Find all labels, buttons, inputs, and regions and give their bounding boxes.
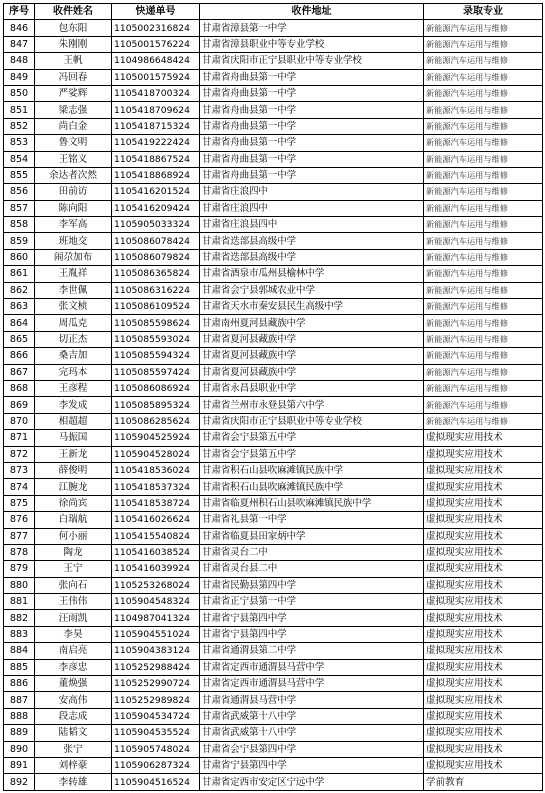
header-tracking-number: 快递单号: [112, 4, 200, 20]
cell-serial: 882: [4, 610, 35, 626]
cell-serial: 872: [4, 446, 35, 462]
cell-major: 新能源汽车运用与维修: [424, 348, 543, 364]
cell-recipient-name: 安高伟: [35, 692, 112, 708]
cell-major: 虚拟现实应用技术: [424, 462, 543, 478]
table-row: [4, 610, 543, 626]
cell-recipient-name: 陈向阳: [35, 200, 112, 216]
table-row: [4, 135, 543, 151]
cell-major: 新能源汽车运用与维修: [424, 184, 543, 200]
cell-tracking-number: 1105905748024: [112, 741, 200, 757]
cell-address: 甘肃省漳县第一中学: [200, 20, 424, 36]
table-row: [4, 692, 543, 708]
cell-serial: 877: [4, 528, 35, 544]
table-row: [4, 413, 543, 429]
cell-tracking-number: 1105416026624: [112, 512, 200, 528]
cell-major: 新能源汽车运用与维修: [424, 266, 543, 282]
table-row: [4, 479, 543, 495]
cell-tracking-number: 1105416201524: [112, 184, 200, 200]
cell-tracking-number: 1105418536024: [112, 462, 200, 478]
table-row: [4, 446, 543, 462]
table-row: [4, 397, 543, 413]
cell-address: 甘肃省武威第十八中学: [200, 725, 424, 741]
cell-tracking-number: 1105416038524: [112, 544, 200, 560]
cell-major: 新能源汽车运用与维修: [424, 413, 543, 429]
cell-address: 甘肃省迭部县高级中学: [200, 249, 424, 265]
cell-major: 虚拟现实应用技术: [424, 741, 543, 757]
cell-address: 甘肃省民勤县第四中学: [200, 577, 424, 593]
table-row: [4, 643, 543, 659]
cell-major: 新能源汽车运用与维修: [424, 315, 543, 331]
cell-address: 甘肃省临夏县田家炳中学: [200, 528, 424, 544]
header-recipient-name: 收件姓名: [35, 4, 112, 20]
cell-address: 甘肃省礼县第一中学: [200, 512, 424, 528]
cell-major: 虚拟现实应用技术: [424, 544, 543, 560]
header-major: 录取专业: [424, 4, 543, 20]
cell-tracking-number: 1105086109524: [112, 299, 200, 315]
table-row: [4, 233, 543, 249]
cell-recipient-name: 王铭义: [35, 151, 112, 167]
cell-serial: 887: [4, 692, 35, 708]
table-row: [4, 676, 543, 692]
cell-address: 甘肃省宁县第四中学: [200, 757, 424, 773]
cell-address: 甘肃南州夏河县藏族中学: [200, 315, 424, 331]
cell-major: 虚拟现实应用技术: [424, 430, 543, 446]
table-row: [4, 774, 543, 790]
cell-major: 新能源汽车运用与维修: [424, 380, 543, 396]
cell-recipient-name: 田前访: [35, 184, 112, 200]
cell-serial: 858: [4, 217, 35, 233]
cell-serial: 873: [4, 462, 35, 478]
cell-serial: 856: [4, 184, 35, 200]
cell-tracking-number: 1105085895324: [112, 397, 200, 413]
cell-serial: 871: [4, 430, 35, 446]
table-row: [4, 561, 543, 577]
cell-serial: 863: [4, 299, 35, 315]
cell-major: 虚拟现实应用技术: [424, 561, 543, 577]
cell-serial: 846: [4, 20, 35, 36]
table-row: [4, 331, 543, 347]
cell-address: 甘肃省正宁县第一中学: [200, 594, 424, 610]
cell-recipient-name: 王帆: [35, 53, 112, 69]
table-row: [4, 299, 543, 315]
cell-tracking-number: 1105415540824: [112, 528, 200, 544]
cell-major: 虚拟现实应用技术: [424, 512, 543, 528]
cell-recipient-name: 江腕龙: [35, 479, 112, 495]
cell-serial: 889: [4, 725, 35, 741]
cell-serial: 874: [4, 479, 35, 495]
cell-recipient-name: 王胤祥: [35, 266, 112, 282]
cell-major: 新能源汽车运用与维修: [424, 85, 543, 101]
cell-serial: 891: [4, 757, 35, 773]
cell-serial: 852: [4, 118, 35, 134]
cell-recipient-name: 尚白金: [35, 118, 112, 134]
cell-serial: 888: [4, 708, 35, 724]
table-row: [4, 200, 543, 216]
table-row: [4, 708, 543, 724]
cell-recipient-name: 张向石: [35, 577, 112, 593]
cell-major: 新能源汽车运用与维修: [424, 299, 543, 315]
cell-tracking-number: 1105418538724: [112, 495, 200, 511]
cell-address: 甘肃省积石山县吹麻滩镇民族中学: [200, 462, 424, 478]
cell-serial: 892: [4, 774, 35, 790]
table-row: [4, 69, 543, 85]
cell-recipient-name: 切正杰: [35, 331, 112, 347]
cell-recipient-name: 梁志强: [35, 102, 112, 118]
cell-address: 甘肃省庄浪县四中: [200, 217, 424, 233]
cell-tracking-number: 1105904551024: [112, 626, 200, 642]
cell-tracking-number: 1105253268024: [112, 577, 200, 593]
cell-recipient-name: 徐尚宾: [35, 495, 112, 511]
cell-serial: 864: [4, 315, 35, 331]
table-body: [4, 20, 543, 790]
cell-tracking-number: 1105419222424: [112, 135, 200, 151]
cell-address: 甘肃省舟曲县第一中学: [200, 85, 424, 101]
cell-major: 新能源汽车运用与维修: [424, 69, 543, 85]
cell-recipient-name: 李军高: [35, 217, 112, 233]
cell-address: 甘肃省夏河县藏族中学: [200, 348, 424, 364]
cell-address: 甘肃省会宁县第四中学: [200, 741, 424, 757]
cell-serial: 867: [4, 364, 35, 380]
cell-tracking-number: 1105086316224: [112, 282, 200, 298]
cell-major: 新能源汽车运用与维修: [424, 20, 543, 36]
table-row: [4, 167, 543, 183]
cell-serial: 884: [4, 643, 35, 659]
table-row: [4, 315, 543, 331]
cell-address: 甘肃省兰州市永登县第六中学: [200, 397, 424, 413]
cell-tracking-number: 1105904535524: [112, 725, 200, 741]
cell-serial: 862: [4, 282, 35, 298]
table-row: [4, 217, 543, 233]
cell-major: 虚拟现实应用技术: [424, 577, 543, 593]
cell-recipient-name: 王伟伟: [35, 594, 112, 610]
cell-tracking-number: 1105904548324: [112, 594, 200, 610]
cell-serial: 850: [4, 85, 35, 101]
cell-address: 甘肃省定西市安定区宁远中学: [200, 774, 424, 790]
cell-serial: 883: [4, 626, 35, 642]
cell-tracking-number: 1105086285624: [112, 413, 200, 429]
cell-address: 甘肃省积石山县吹麻滩镇民族中学: [200, 479, 424, 495]
cell-recipient-name: 汪雨凯: [35, 610, 112, 626]
cell-serial: 881: [4, 594, 35, 610]
cell-recipient-name: 闹尕加布: [35, 249, 112, 265]
table-row: [4, 266, 543, 282]
cell-major: 新能源汽车运用与维修: [424, 397, 543, 413]
cell-tracking-number: 1105085593024: [112, 331, 200, 347]
cell-tracking-number: 1105418715324: [112, 118, 200, 134]
cell-major: 虚拟现实应用技术: [424, 528, 543, 544]
cell-major: 新能源汽车运用与维修: [424, 282, 543, 298]
table-row: [4, 20, 543, 36]
table-row: [4, 348, 543, 364]
cell-recipient-name: 何小丽: [35, 528, 112, 544]
cell-major: 新能源汽车运用与维修: [424, 331, 543, 347]
cell-major: 虚拟现实应用技术: [424, 708, 543, 724]
cell-tracking-number: 1105252989824: [112, 692, 200, 708]
cell-serial: 854: [4, 151, 35, 167]
cell-recipient-name: 冯回春: [35, 69, 112, 85]
table-row: [4, 659, 543, 675]
cell-serial: 890: [4, 741, 35, 757]
cell-major: 虚拟现实应用技术: [424, 446, 543, 462]
cell-tracking-number: 1105904534724: [112, 708, 200, 724]
cell-address: 甘肃省庆阳市正宁县职业中等专业学校: [200, 53, 424, 69]
cell-major: 虚拟现实应用技术: [424, 643, 543, 659]
cell-serial: 885: [4, 659, 35, 675]
cell-recipient-name: 相超超: [35, 413, 112, 429]
cell-recipient-name: 李世佩: [35, 282, 112, 298]
cell-major: 新能源汽车运用与维修: [424, 151, 543, 167]
cell-address: 甘肃省天水市秦安县民生高级中学: [200, 299, 424, 315]
cell-address: 甘肃省定西市通渭县马营中学: [200, 659, 424, 675]
cell-tracking-number: 1105001576224: [112, 36, 200, 52]
cell-recipient-name: 严娑辉: [35, 85, 112, 101]
cell-recipient-name: 白瑞航: [35, 512, 112, 528]
table-row: [4, 36, 543, 52]
cell-tracking-number: 1105086078424: [112, 233, 200, 249]
cell-address: 甘肃省武威第十八中学: [200, 708, 424, 724]
cell-tracking-number: 1105252988424: [112, 659, 200, 675]
cell-tracking-number: 1105085598624: [112, 315, 200, 331]
cell-serial: 879: [4, 561, 35, 577]
cell-tracking-number: 1105906287324: [112, 757, 200, 773]
cell-recipient-name: 周瓜克: [35, 315, 112, 331]
cell-major: 新能源汽车运用与维修: [424, 364, 543, 380]
cell-major: 虚拟现实应用技术: [424, 626, 543, 642]
cell-address: 甘肃省庄浪四中: [200, 200, 424, 216]
cell-tracking-number: 1105416209424: [112, 200, 200, 216]
cell-address: 甘肃省夏河县藏族中学: [200, 364, 424, 380]
table-row: [4, 151, 543, 167]
cell-tracking-number: 1105418537324: [112, 479, 200, 495]
cell-address: 甘肃省宁县第四中学: [200, 626, 424, 642]
cell-serial: 848: [4, 53, 35, 69]
cell-recipient-name: 鲁文明: [35, 135, 112, 151]
cell-tracking-number: 1105904525924: [112, 430, 200, 446]
cell-major: 虚拟现实应用技术: [424, 692, 543, 708]
cell-address: 甘肃省舟曲县第一中学: [200, 167, 424, 183]
cell-tracking-number: 1105086086924: [112, 380, 200, 396]
header-address: 收件地址: [200, 4, 424, 20]
cell-tracking-number: 1104987041324: [112, 610, 200, 626]
cell-recipient-name: 王新龙: [35, 446, 112, 462]
cell-address: 甘肃省舟曲县第一中学: [200, 135, 424, 151]
cell-major: 虚拟现实应用技术: [424, 479, 543, 495]
cell-tracking-number: 1105416039924: [112, 561, 200, 577]
cell-serial: 878: [4, 544, 35, 560]
table-row: [4, 577, 543, 593]
cell-major: 新能源汽车运用与维修: [424, 249, 543, 265]
cell-tracking-number: 1104986648424: [112, 53, 200, 69]
cell-major: 新能源汽车运用与维修: [424, 36, 543, 52]
cell-address: 甘肃省酒泉市瓜州县榆林中学: [200, 266, 424, 282]
table-row: [4, 626, 543, 642]
cell-tracking-number: 1105002316824: [112, 20, 200, 36]
table-row: [4, 544, 543, 560]
cell-serial: 870: [4, 413, 35, 429]
cell-major: 虚拟现实应用技术: [424, 610, 543, 626]
cell-major: 新能源汽车运用与维修: [424, 53, 543, 69]
table-row: [4, 118, 543, 134]
cell-major: 虚拟现实应用技术: [424, 676, 543, 692]
cell-address: 甘肃省宁县第四中学: [200, 610, 424, 626]
cell-tracking-number: 1105905033324: [112, 217, 200, 233]
cell-major: 虚拟现实应用技术: [424, 725, 543, 741]
cell-major: 虚拟现实应用技术: [424, 594, 543, 610]
cell-recipient-name: 马振国: [35, 430, 112, 446]
cell-recipient-name: 刘梓豪: [35, 757, 112, 773]
cell-recipient-name: 董焕强: [35, 676, 112, 692]
cell-major: 虚拟现实应用技术: [424, 659, 543, 675]
cell-address: 甘肃省迭部县高级中学: [200, 233, 424, 249]
cell-tracking-number: 1105418867524: [112, 151, 200, 167]
table-row: [4, 85, 543, 101]
cell-recipient-name: 完玛本: [35, 364, 112, 380]
cell-recipient-name: 包东阳: [35, 20, 112, 36]
cell-recipient-name: 李昊: [35, 626, 112, 642]
cell-address: 甘肃省永昌县职业中学: [200, 380, 424, 396]
cell-recipient-name: 陆韬文: [35, 725, 112, 741]
cell-serial: 880: [4, 577, 35, 593]
cell-recipient-name: 陶龙: [35, 544, 112, 560]
cell-recipient-name: 南启亮: [35, 643, 112, 659]
cell-recipient-name: 段志成: [35, 708, 112, 724]
cell-serial: 868: [4, 380, 35, 396]
cell-tracking-number: 1105904528024: [112, 446, 200, 462]
table-row: [4, 430, 543, 446]
table-row: [4, 757, 543, 773]
cell-major: 新能源汽车运用与维修: [424, 167, 543, 183]
cell-major: 新能源汽车运用与维修: [424, 102, 543, 118]
shipping-table: [3, 3, 543, 791]
cell-recipient-name: 王彦程: [35, 380, 112, 396]
cell-tracking-number: 1105086365824: [112, 266, 200, 282]
table-row: [4, 512, 543, 528]
cell-serial: 859: [4, 233, 35, 249]
cell-recipient-name: 李发成: [35, 397, 112, 413]
cell-major: 虚拟现实应用技术: [424, 757, 543, 773]
cell-serial: 875: [4, 495, 35, 511]
cell-serial: 866: [4, 348, 35, 364]
cell-address: 甘肃省通渭县第二中学: [200, 643, 424, 659]
cell-address: 甘肃省舟曲县第一中学: [200, 69, 424, 85]
cell-recipient-name: 张宁: [35, 741, 112, 757]
cell-tracking-number: 1105904516524: [112, 774, 200, 790]
cell-serial: 865: [4, 331, 35, 347]
cell-address: 甘肃省定西市通渭县马营中学: [200, 676, 424, 692]
cell-serial: 855: [4, 167, 35, 183]
table-row: [4, 53, 543, 69]
header-serial: 序号: [4, 4, 35, 20]
cell-address: 甘肃省舟曲县第一中学: [200, 151, 424, 167]
cell-major: 新能源汽车运用与维修: [424, 200, 543, 216]
cell-address: 甘肃省庆阳市正宁县职业中等专业学校: [200, 413, 424, 429]
table-row: [4, 282, 543, 298]
cell-serial: 869: [4, 397, 35, 413]
table-row: [4, 249, 543, 265]
cell-address: 甘肃省舟曲县第一中学: [200, 118, 424, 134]
cell-major: 虚拟现实应用技术: [424, 495, 543, 511]
cell-address: 甘肃省舟曲县第一中学: [200, 102, 424, 118]
cell-recipient-name: 王宁: [35, 561, 112, 577]
table-row: [4, 528, 543, 544]
cell-serial: 851: [4, 102, 35, 118]
cell-serial: 860: [4, 249, 35, 265]
cell-tracking-number: 1105085597424: [112, 364, 200, 380]
cell-serial: 849: [4, 69, 35, 85]
cell-address: 甘肃省临夏州积石山县吹麻滩镇民族中学: [200, 495, 424, 511]
cell-recipient-name: 桑吉加: [35, 348, 112, 364]
table-row: [4, 462, 543, 478]
cell-serial: 876: [4, 512, 35, 528]
cell-major: 学前教育: [424, 774, 543, 790]
cell-recipient-name: 李彦忠: [35, 659, 112, 675]
table-row: [4, 380, 543, 396]
cell-address: 甘肃省漳县职业中等专业学校: [200, 36, 424, 52]
cell-serial: 886: [4, 676, 35, 692]
table-row: [4, 102, 543, 118]
cell-recipient-name: 张文桢: [35, 299, 112, 315]
table-row: [4, 184, 543, 200]
cell-address: 甘肃省会宁县第五中学: [200, 446, 424, 462]
cell-tracking-number: 1105904383124: [112, 643, 200, 659]
cell-serial: 847: [4, 36, 35, 52]
cell-recipient-name: 朱刚刚: [35, 36, 112, 52]
cell-serial: 857: [4, 200, 35, 216]
cell-address: 甘肃省庄浪四中: [200, 184, 424, 200]
cell-address: 甘肃省会宁县第五中学: [200, 430, 424, 446]
cell-tracking-number: 1105418700324: [112, 85, 200, 101]
cell-address: 甘肃省灵台二中: [200, 544, 424, 560]
cell-tracking-number: 1105418868924: [112, 167, 200, 183]
table-row: [4, 725, 543, 741]
cell-major: 新能源汽车运用与维修: [424, 233, 543, 249]
cell-address: 甘肃省通渭县马营中学: [200, 692, 424, 708]
cell-tracking-number: 1105252990724: [112, 676, 200, 692]
cell-major: 新能源汽车运用与维修: [424, 217, 543, 233]
cell-address: 甘肃省会宁县郭城农业中学: [200, 282, 424, 298]
cell-tracking-number: 1105085594324: [112, 348, 200, 364]
cell-tracking-number: 1105001575924: [112, 69, 200, 85]
cell-recipient-name: 薛俊明: [35, 462, 112, 478]
cell-serial: 853: [4, 135, 35, 151]
table-row: [4, 741, 543, 757]
cell-tracking-number: 1105086079824: [112, 249, 200, 265]
cell-recipient-name: 班地交: [35, 233, 112, 249]
header-row: [4, 4, 543, 20]
cell-tracking-number: 1105418709624: [112, 102, 200, 118]
cell-address: 甘肃省夏河县藏族中学: [200, 331, 424, 347]
cell-recipient-name: 李转雄: [35, 774, 112, 790]
cell-address: 甘肃省灵台县二中: [200, 561, 424, 577]
table-row: [4, 594, 543, 610]
cell-major: 新能源汽车运用与维修: [424, 118, 543, 134]
cell-recipient-name: 余达者次然: [35, 167, 112, 183]
table-row: [4, 364, 543, 380]
cell-serial: 861: [4, 266, 35, 282]
cell-major: 新能源汽车运用与维修: [424, 135, 543, 151]
table-row: [4, 495, 543, 511]
